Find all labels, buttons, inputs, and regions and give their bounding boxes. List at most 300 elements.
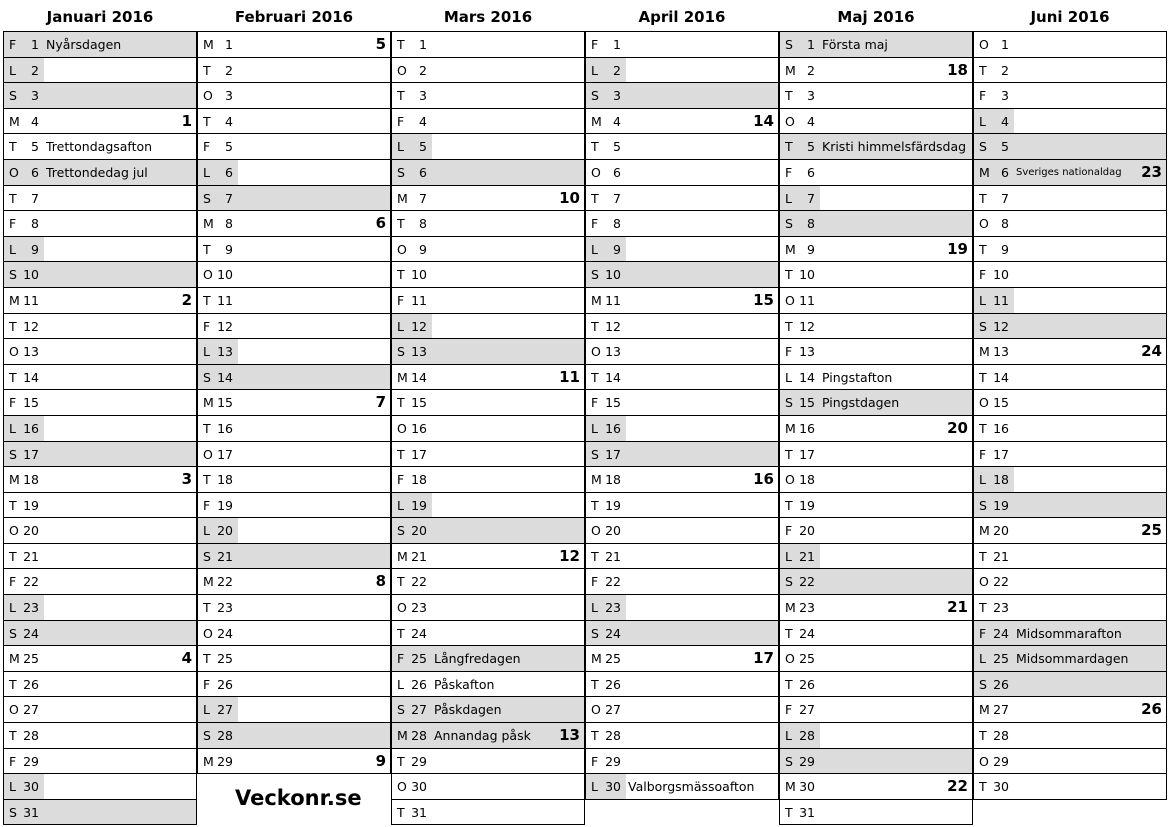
weekday-letter: M [785, 600, 796, 616]
day-number: 15 [605, 395, 621, 411]
weekday-letter: T [785, 318, 793, 334]
day-row [197, 493, 391, 519]
weekday-letter: F [9, 395, 17, 411]
day-row [197, 416, 391, 442]
week-number: 21 [947, 598, 968, 617]
day-number: 24 [411, 625, 427, 641]
day-number: 18 [23, 472, 39, 488]
day-number: 4 [1001, 113, 1009, 129]
day-number: 13 [411, 344, 427, 360]
weekday-letter: L [203, 523, 210, 539]
weekday-letter: L [9, 420, 16, 436]
weekday-letter: F [203, 497, 211, 513]
weekday-letter: O [591, 164, 601, 180]
day-number: 13 [993, 344, 1009, 360]
day-row [779, 211, 973, 237]
day-number: 5 [419, 139, 427, 155]
day-number: 5 [225, 139, 233, 155]
weekday-letter: T [979, 369, 987, 385]
month-title: Juni 2016 [1030, 8, 1110, 26]
day-row [3, 749, 197, 775]
weekday-letter: T [397, 216, 405, 232]
week-number: 17 [753, 649, 774, 668]
weekday-letter: S [591, 267, 599, 283]
day-row [197, 442, 391, 468]
weekday-letter: T [203, 113, 211, 129]
day-row [779, 621, 973, 647]
day-row [973, 237, 1167, 263]
day-row [197, 390, 391, 416]
weekday-letter: O [979, 574, 989, 590]
weekday-letter: M [591, 651, 602, 667]
day-row [391, 365, 585, 391]
day-number: 3 [225, 88, 233, 104]
day-row [391, 109, 585, 135]
day-number: 7 [419, 190, 427, 206]
weekday-letter: O [591, 702, 601, 718]
day-row [779, 569, 973, 595]
day-row [197, 467, 391, 493]
weekday-letter: F [785, 344, 793, 360]
weekday-letter: L [591, 241, 598, 257]
day-number: 24 [799, 625, 815, 641]
day-number: 29 [411, 753, 427, 769]
week-number: 11 [559, 367, 580, 386]
weekday-letter: T [591, 369, 599, 385]
week-number: 10 [559, 188, 580, 207]
weekday-letter: S [9, 88, 17, 104]
day-number: 3 [613, 88, 621, 104]
weekday-letter: O [591, 344, 601, 360]
weekday-letter: S [203, 548, 211, 564]
day-row [3, 186, 197, 212]
day-number: 29 [217, 753, 233, 769]
day-row [585, 339, 779, 365]
weekday-letter: S [591, 446, 599, 462]
weekday-letter: S [397, 702, 405, 718]
day-number: 29 [799, 753, 815, 769]
holiday-name: Långfredagen [434, 651, 521, 667]
day-number: 6 [225, 164, 233, 180]
day-number: 23 [993, 600, 1009, 616]
day-number: 4 [613, 113, 621, 129]
day-row [779, 467, 973, 493]
day-number: 8 [225, 216, 233, 232]
day-number: 20 [217, 523, 233, 539]
day-number: 1 [613, 37, 621, 52]
weekday-letter: M [9, 292, 20, 308]
day-row [973, 288, 1167, 314]
day-number: 23 [411, 600, 427, 616]
day-number: 22 [799, 574, 815, 590]
day-number: 27 [605, 702, 621, 718]
weekday-letter: M [979, 702, 990, 718]
weekday-letter: L [979, 113, 986, 129]
weekday-letter: T [591, 728, 599, 744]
day-row [585, 237, 779, 263]
day-number: 16 [993, 420, 1009, 436]
day-number: 12 [23, 318, 39, 334]
day-number: 12 [799, 318, 815, 334]
day-row [973, 697, 1167, 723]
day-row [779, 288, 973, 314]
weekday-letter: S [979, 676, 987, 692]
day-number: 28 [23, 728, 39, 744]
day-number: 10 [993, 267, 1009, 283]
week-number: 3 [181, 470, 192, 489]
day-row [585, 83, 779, 109]
day-row [391, 749, 585, 775]
holiday-name: Påskdagen [434, 702, 502, 718]
day-row [3, 339, 197, 365]
day-row [3, 109, 197, 135]
day-number: 12 [993, 318, 1009, 334]
weekday-letter: O [9, 702, 19, 718]
weekday-letter: L [785, 548, 792, 564]
day-number: 12 [217, 318, 233, 334]
weekday-letter: T [203, 292, 211, 308]
month-title: Februari 2016 [234, 8, 354, 26]
day-row [973, 621, 1167, 647]
day-row [973, 442, 1167, 468]
day-row [391, 697, 585, 723]
day-row [3, 262, 197, 288]
day-row [197, 544, 391, 570]
day-number: 30 [411, 779, 427, 795]
day-row [197, 621, 391, 647]
day-row [197, 262, 391, 288]
day-number: 18 [411, 472, 427, 488]
weekday-letter: O [979, 753, 989, 769]
weekday-letter: T [9, 728, 17, 744]
day-number: 5 [807, 139, 815, 155]
day-row [197, 697, 391, 723]
day-row [3, 672, 197, 698]
day-number: 4 [419, 113, 427, 129]
weekday-letter: L [785, 190, 792, 206]
day-row [391, 467, 585, 493]
weekday-letter: T [591, 497, 599, 513]
weekday-letter: T [979, 728, 987, 744]
weekday-letter: F [591, 37, 599, 52]
day-row [391, 595, 585, 621]
day-row [197, 83, 391, 109]
day-number: 15 [993, 395, 1009, 411]
day-row [585, 749, 779, 775]
day-number: 6 [419, 164, 427, 180]
day-number: 7 [31, 190, 39, 206]
weekday-letter: O [979, 395, 989, 411]
weekday-letter: T [591, 676, 599, 692]
day-number: 8 [419, 216, 427, 232]
day-row [197, 109, 391, 135]
weekday-letter: T [397, 804, 405, 820]
weekday-letter: T [785, 139, 793, 155]
day-row [585, 723, 779, 749]
day-row [391, 314, 585, 340]
day-row [197, 518, 391, 544]
weekday-letter: O [397, 420, 407, 436]
weekday-letter: T [397, 37, 405, 52]
weekday-letter: T [9, 497, 17, 513]
weekday-letter: T [785, 497, 793, 513]
day-number: 13 [23, 344, 39, 360]
day-row [973, 262, 1167, 288]
day-row [391, 518, 585, 544]
day-number: 5 [31, 139, 39, 155]
holiday-name: Påskafton [434, 676, 495, 692]
day-number: 15 [23, 395, 39, 411]
day-row [585, 595, 779, 621]
day-row [779, 32, 973, 58]
weekday-letter: O [9, 164, 19, 180]
day-number: 8 [807, 216, 815, 232]
day-row [973, 211, 1167, 237]
day-number: 17 [23, 446, 39, 462]
day-row [3, 237, 197, 263]
weekday-letter: S [785, 574, 793, 590]
day-row [585, 211, 779, 237]
day-row [585, 493, 779, 519]
day-number: 8 [31, 216, 39, 232]
holiday-name: Annandag påsk [434, 728, 531, 744]
day-row [973, 774, 1167, 800]
day-row [973, 186, 1167, 212]
day-row [3, 493, 197, 519]
day-number: 7 [225, 190, 233, 206]
weekday-letter: O [785, 651, 795, 667]
day-row [973, 749, 1167, 775]
day-row [585, 467, 779, 493]
weekday-letter: T [397, 446, 405, 462]
day-number: 14 [605, 369, 621, 385]
day-row [3, 314, 197, 340]
weekday-letter: T [591, 318, 599, 334]
day-row [391, 288, 585, 314]
weekday-letter: L [591, 62, 598, 78]
weekday-letter: F [9, 574, 17, 590]
weekday-letter: M [9, 651, 20, 667]
month-title: Januari 2016 [46, 8, 154, 26]
day-number: 1 [419, 37, 427, 52]
day-row [779, 646, 973, 672]
weekday-letter: M [397, 190, 408, 206]
day-row [973, 58, 1167, 84]
day-row [973, 134, 1167, 160]
holiday-name: Första maj [822, 37, 888, 52]
day-row [3, 569, 197, 595]
month-column [779, 3, 973, 825]
day-number: 10 [605, 267, 621, 283]
weekday-letter: S [785, 395, 793, 411]
day-number: 22 [605, 574, 621, 590]
day-number: 27 [799, 702, 815, 718]
weekday-letter: L [785, 369, 792, 385]
day-number: 10 [411, 267, 427, 283]
day-row [585, 569, 779, 595]
day-number: 31 [23, 804, 39, 820]
week-number: 6 [375, 214, 386, 233]
weekday-letter: M [785, 779, 796, 795]
weekday-letter: O [397, 241, 407, 257]
day-number: 9 [613, 241, 621, 257]
day-row [973, 595, 1167, 621]
weekday-letter: O [397, 779, 407, 795]
weekday-letter: T [785, 625, 793, 641]
weekday-letter: T [785, 267, 793, 283]
day-row [585, 365, 779, 391]
day-row [779, 314, 973, 340]
day-row [585, 621, 779, 647]
holiday-name: Pingstafton [822, 369, 893, 385]
day-number: 20 [799, 523, 815, 539]
day-number: 16 [217, 420, 233, 436]
weekday-letter: T [785, 676, 793, 692]
day-number: 13 [605, 344, 621, 360]
day-number: 25 [411, 651, 427, 667]
week-number: 2 [181, 290, 192, 309]
day-number: 11 [411, 292, 427, 308]
weekday-letter: M [203, 574, 214, 590]
weekday-letter: T [979, 548, 987, 564]
day-row [3, 134, 197, 160]
weekday-letter: F [979, 625, 987, 641]
day-number: 2 [419, 62, 427, 78]
weekday-letter: L [397, 676, 404, 692]
week-number: 26 [1141, 700, 1162, 719]
day-row [779, 774, 973, 800]
day-row [3, 697, 197, 723]
weekday-letter: M [397, 548, 408, 564]
weekday-letter: L [203, 164, 210, 180]
weekday-letter: T [979, 779, 987, 795]
week-number: 9 [375, 751, 386, 770]
weekday-letter: F [203, 139, 211, 155]
holiday-name: Pingstdagen [822, 395, 900, 411]
day-number: 2 [225, 62, 233, 78]
day-number: 15 [799, 395, 815, 411]
week-number: 15 [753, 290, 774, 309]
day-number: 11 [799, 292, 815, 308]
week-number: 4 [181, 649, 192, 668]
day-number: 19 [217, 497, 233, 513]
day-row [391, 416, 585, 442]
month-title: Mars 2016 [443, 8, 533, 26]
day-number: 17 [993, 446, 1009, 462]
weekday-letter: T [9, 676, 17, 692]
weekday-letter: L [591, 420, 598, 436]
day-row [973, 83, 1167, 109]
day-row [391, 544, 585, 570]
day-number: 18 [217, 472, 233, 488]
day-number: 1 [1001, 37, 1009, 52]
day-number: 28 [993, 728, 1009, 744]
site-brand[interactable]: Veckonr.se [235, 786, 362, 811]
day-row [779, 518, 973, 544]
day-row [779, 83, 973, 109]
day-row [779, 723, 973, 749]
day-number: 28 [605, 728, 621, 744]
weekday-letter: F [785, 523, 793, 539]
day-row [779, 672, 973, 698]
day-row [391, 442, 585, 468]
day-row [585, 314, 779, 340]
day-number: 4 [225, 113, 233, 129]
day-number: 26 [993, 676, 1009, 692]
weekday-letter: L [397, 318, 404, 334]
day-row [3, 621, 197, 647]
day-row [973, 109, 1167, 135]
day-row [779, 442, 973, 468]
weekday-letter: M [591, 113, 602, 129]
weekday-letter: F [591, 753, 599, 769]
week-number: 7 [375, 393, 386, 412]
weekday-letter: T [591, 139, 599, 155]
day-number: 22 [217, 574, 233, 590]
weekday-letter: F [397, 651, 405, 667]
day-row [391, 569, 585, 595]
day-row [3, 160, 197, 186]
day-number: 18 [605, 472, 621, 488]
day-number: 12 [411, 318, 427, 334]
day-row [585, 646, 779, 672]
weekday-letter: T [203, 472, 211, 488]
day-row [973, 467, 1167, 493]
weekday-letter: F [591, 216, 599, 232]
day-row [585, 390, 779, 416]
day-row [973, 416, 1167, 442]
weekday-letter: O [979, 37, 989, 52]
day-row [197, 186, 391, 212]
weekday-letter: O [785, 292, 795, 308]
day-row [391, 339, 585, 365]
day-number: 25 [799, 651, 815, 667]
weekday-letter: T [203, 651, 211, 667]
weekday-letter: T [397, 574, 405, 590]
day-number: 9 [31, 241, 39, 257]
weekday-letter: S [979, 139, 987, 155]
weekday-letter: O [203, 267, 213, 283]
day-row [197, 134, 391, 160]
weekday-letter: T [979, 241, 987, 257]
weekday-letter: L [979, 472, 986, 488]
day-number: 27 [993, 702, 1009, 718]
day-row [3, 365, 197, 391]
day-number: 10 [23, 267, 39, 283]
weekday-letter: T [591, 190, 599, 206]
day-row [973, 646, 1167, 672]
day-number: 19 [799, 497, 815, 513]
day-number: 16 [23, 420, 39, 436]
day-number: 17 [217, 446, 233, 462]
day-row [779, 262, 973, 288]
day-number: 20 [993, 523, 1009, 539]
week-number: 13 [559, 726, 580, 745]
weekday-letter: F [397, 472, 405, 488]
day-number: 6 [1001, 164, 1009, 180]
weekday-letter: S [397, 164, 405, 180]
weekday-letter: M [397, 369, 408, 385]
day-row [197, 672, 391, 698]
day-row [779, 58, 973, 84]
day-row [779, 390, 973, 416]
week-number: 16 [753, 470, 774, 489]
day-row [197, 365, 391, 391]
day-row [973, 723, 1167, 749]
weekday-letter: T [203, 62, 211, 78]
day-row [585, 288, 779, 314]
day-number: 1 [807, 37, 815, 52]
